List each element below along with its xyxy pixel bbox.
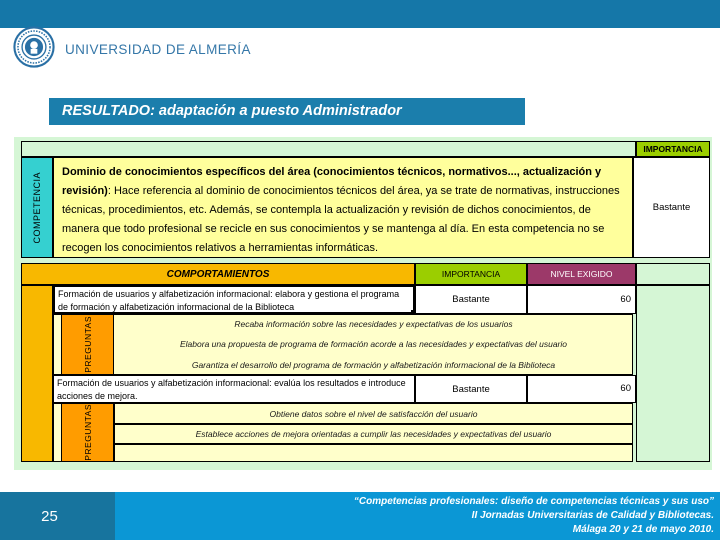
preguntas-2-label-text: PREGUNTAS — [82, 404, 93, 461]
pregunta-item: Garantiza el desarrollo del programa de formación y alfabetización informacional de la Biblioteca — [191, 359, 556, 370]
right-filler-column — [636, 285, 710, 462]
slide-title: RESULTADO: adaptación a puesto Administrador — [62, 103, 402, 119]
top-bar — [0, 0, 720, 28]
competencia-description-bold: Dominio de conocimientos específicos del área (conocimientos técnicos, normativos..., actualización y revisión) — [62, 166, 602, 197]
competencia-label-text: COMPETENCIA — [32, 171, 42, 244]
preguntas-2-label-cell — [61, 403, 114, 462]
comportamientos-header: COMPORTAMIENTOS — [21, 263, 415, 285]
university-name: UNIVERSIDAD DE ALMERÍA — [65, 42, 251, 57]
page-number-block — [0, 492, 115, 540]
behavior-2-cell — [53, 375, 415, 403]
footer-line-2: II Jornadas Universitarias de Calidad y Bibliotecas. — [471, 510, 714, 521]
pregunta-item: Establece acciones de mejora orientadas a cumplir las necesidades y expectativas del usuario — [114, 424, 633, 444]
footer-line-3: Málaga 20 y 21 de mayo 2010. — [572, 524, 714, 535]
preguntas-1-list — [114, 314, 633, 375]
behavior-2-nivel: 60 — [527, 375, 636, 403]
slide-title-bar — [49, 98, 525, 125]
behavior-1-nivel: 60 — [527, 285, 636, 314]
preguntas-1-label-cell — [61, 314, 114, 375]
comportamientos-side-strip — [21, 285, 53, 462]
competencia-description-cell — [53, 157, 633, 258]
importancia-column-header: IMPORTANCIA — [415, 263, 527, 285]
behavior-1-text: Formación de usuarios y alfabetización informacional: elabora y gestiona el programa de formación y alfabetización informacional de la Biblioteca — [58, 289, 400, 312]
pregunta-item-empty — [114, 444, 633, 462]
nivel-exigido-column-header: NIVEL EXIGIDO — [527, 263, 636, 285]
university-seal-icon — [13, 26, 55, 68]
behavior-2-importancia: Bastante — [415, 375, 527, 403]
competencia-importancia-value: Bastante — [633, 157, 710, 258]
pregunta-item: Elabora una propuesta de programa de formación acorde a las necesidades y expectativas del usuario — [180, 339, 567, 350]
top-row-spacer-cell — [21, 141, 636, 157]
importancia-top-header: IMPORTANCIA — [636, 141, 710, 157]
preguntas-1-label-text: PREGUNTAS — [82, 316, 93, 373]
page-number: 25 — [41, 507, 58, 525]
pregunta-item: Recaba información sobre las necesidades y expectativas de los usuarios — [234, 319, 513, 330]
footer-line-1: “Competencias profesionales: diseño de competencias técnicas y sus uso” — [353, 496, 714, 507]
header-row-right-filler — [636, 263, 710, 285]
behavior-1-cell — [53, 285, 415, 314]
competencia-row-label — [21, 157, 53, 258]
behavior-1-importancia: Bastante — [415, 285, 527, 314]
pregunta-item: Obtiene datos sobre el nivel de satisfacción del usuario — [114, 403, 633, 424]
footer-credits — [115, 492, 720, 540]
competencia-description-rest: : Hace referencia al dominio de conocimientos técnicos del área, ya se trate de normativas, instrucciones técnicas, procedimientos, etc. Además, se contempla la actualización y revisión de dichos conocimientos, de manera que todo profesional se recicle en sus conocimientos y se mantenga al día. En esta competencia no se recogen los conocimientos relativos a herramientas informáticas. — [62, 185, 620, 254]
behavior-2-text: Formación de usuarios y alfabetización informacional: evalúa los resultados e introduce acciones de mejora. — [57, 378, 406, 401]
